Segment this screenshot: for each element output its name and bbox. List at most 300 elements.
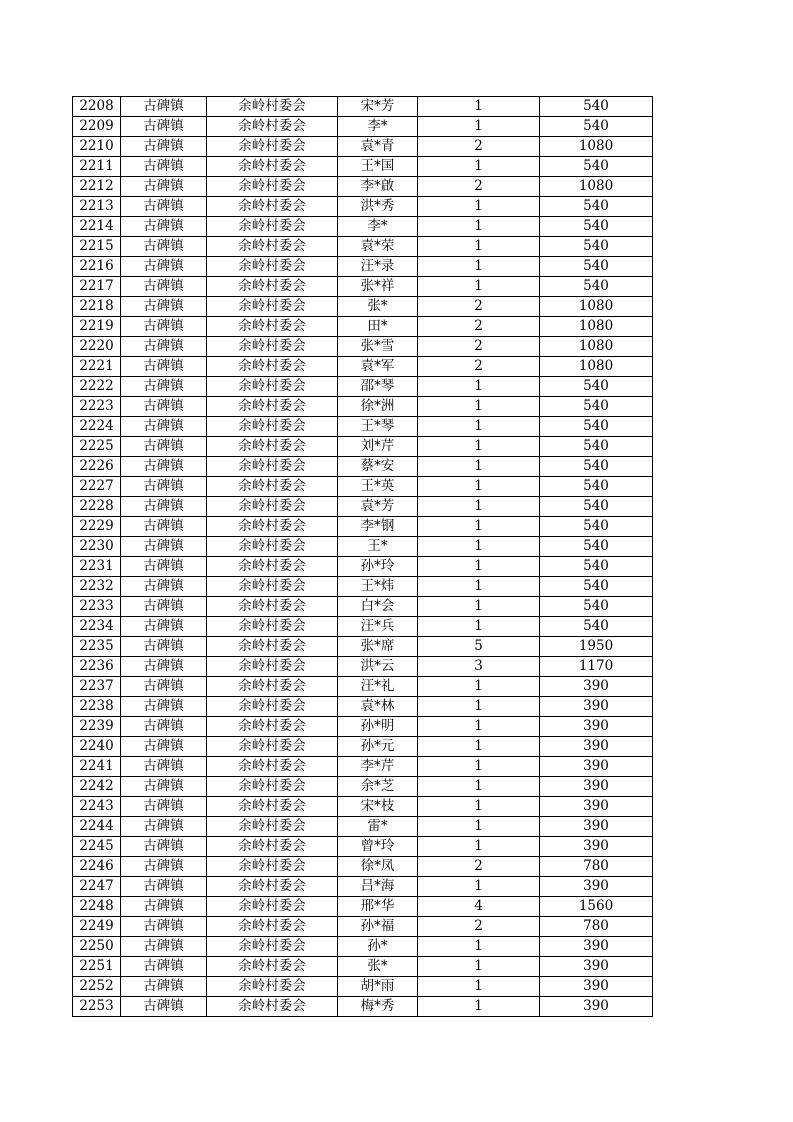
village-cell: 余岭村委会 [207, 597, 338, 617]
amount-cell: 1080 [540, 137, 653, 157]
amount-cell: 540 [540, 577, 653, 597]
table-row [73, 737, 653, 757]
table-row [73, 517, 653, 537]
name-cell: 蔡*安 [338, 457, 418, 477]
village-cell: 余岭村委会 [207, 317, 338, 337]
town-cell: 古碑镇 [121, 817, 207, 837]
row-id-cell: 2212 [73, 177, 121, 197]
name-cell: 孙*明 [338, 717, 418, 737]
row-id-cell: 2211 [73, 157, 121, 177]
village-cell: 余岭村委会 [207, 737, 338, 757]
row-id-cell: 2217 [73, 277, 121, 297]
village-cell: 余岭村委会 [207, 897, 338, 917]
row-id-cell: 2253 [73, 997, 121, 1017]
amount-cell: 1170 [540, 657, 653, 677]
village-cell: 余岭村委会 [207, 117, 338, 137]
table-row [73, 977, 653, 997]
name-cell: 张*席 [338, 637, 418, 657]
village-cell: 余岭村委会 [207, 617, 338, 637]
name-cell: 白*会 [338, 597, 418, 617]
row-id-cell: 2215 [73, 237, 121, 257]
count-cell: 1 [418, 457, 540, 477]
table-row [73, 377, 653, 397]
village-cell: 余岭村委会 [207, 97, 338, 117]
village-cell: 余岭村委会 [207, 557, 338, 577]
row-id-cell: 2226 [73, 457, 121, 477]
row-id-cell: 2237 [73, 677, 121, 697]
row-id-cell: 2223 [73, 397, 121, 417]
amount-cell: 390 [540, 837, 653, 857]
table-row [73, 897, 653, 917]
row-id-cell: 2213 [73, 197, 121, 217]
village-cell: 余岭村委会 [207, 257, 338, 277]
table-row [73, 357, 653, 377]
row-id-cell: 2236 [73, 657, 121, 677]
table-row [73, 177, 653, 197]
name-cell: 雷* [338, 817, 418, 837]
row-id-cell: 2234 [73, 617, 121, 637]
table-row [73, 117, 653, 137]
village-cell: 余岭村委会 [207, 517, 338, 537]
count-cell: 1 [418, 517, 540, 537]
amount-cell: 1080 [540, 297, 653, 317]
village-cell: 余岭村委会 [207, 777, 338, 797]
amount-cell: 540 [540, 197, 653, 217]
village-cell: 余岭村委会 [207, 697, 338, 717]
row-id-cell: 2210 [73, 137, 121, 157]
amount-cell: 540 [540, 117, 653, 137]
table-row [73, 557, 653, 577]
village-cell: 余岭村委会 [207, 757, 338, 777]
count-cell: 1 [418, 577, 540, 597]
town-cell: 古碑镇 [121, 877, 207, 897]
town-cell: 古碑镇 [121, 357, 207, 377]
count-cell: 3 [418, 657, 540, 677]
count-cell: 1 [418, 617, 540, 637]
table-row [73, 197, 653, 217]
village-cell: 余岭村委会 [207, 477, 338, 497]
row-id-cell: 2243 [73, 797, 121, 817]
amount-cell: 540 [540, 97, 653, 117]
amount-cell: 390 [540, 717, 653, 737]
amount-cell: 390 [540, 957, 653, 977]
table-row [73, 317, 653, 337]
amount-cell: 540 [540, 597, 653, 617]
name-cell: 王*琴 [338, 417, 418, 437]
table-row [73, 997, 653, 1017]
table-row [73, 217, 653, 237]
count-cell: 1 [418, 437, 540, 457]
table-row [73, 617, 653, 637]
table-row [73, 337, 653, 357]
village-cell: 余岭村委会 [207, 357, 338, 377]
count-cell: 1 [418, 797, 540, 817]
name-cell: 孙* [338, 937, 418, 957]
town-cell: 古碑镇 [121, 217, 207, 237]
town-cell: 古碑镇 [121, 577, 207, 597]
name-cell: 汪*兵 [338, 617, 418, 637]
name-cell: 王*英 [338, 477, 418, 497]
town-cell: 古碑镇 [121, 137, 207, 157]
village-cell: 余岭村委会 [207, 997, 338, 1017]
table-row [73, 417, 653, 437]
village-cell: 余岭村委会 [207, 657, 338, 677]
amount-cell: 390 [540, 737, 653, 757]
name-cell: 张*祥 [338, 277, 418, 297]
name-cell: 洪*秀 [338, 197, 418, 217]
town-cell: 古碑镇 [121, 437, 207, 457]
village-cell: 余岭村委会 [207, 817, 338, 837]
village-cell: 余岭村委会 [207, 197, 338, 217]
town-cell: 古碑镇 [121, 337, 207, 357]
amount-cell: 540 [540, 517, 653, 537]
table-row [73, 657, 653, 677]
row-id-cell: 2209 [73, 117, 121, 137]
name-cell: 李* [338, 117, 418, 137]
count-cell: 1 [418, 977, 540, 997]
town-cell: 古碑镇 [121, 837, 207, 857]
amount-cell: 1560 [540, 897, 653, 917]
village-cell: 余岭村委会 [207, 957, 338, 977]
village-cell: 余岭村委会 [207, 637, 338, 657]
town-cell: 古碑镇 [121, 617, 207, 637]
count-cell: 1 [418, 697, 540, 717]
row-id-cell: 2241 [73, 757, 121, 777]
name-cell: 张* [338, 297, 418, 317]
table-row [73, 237, 653, 257]
amount-cell: 390 [540, 937, 653, 957]
name-cell: 曾*玲 [338, 837, 418, 857]
table-row [73, 477, 653, 497]
count-cell: 4 [418, 897, 540, 917]
row-id-cell: 2240 [73, 737, 121, 757]
table-row [73, 277, 653, 297]
row-id-cell: 2216 [73, 257, 121, 277]
count-cell: 1 [418, 397, 540, 417]
amount-cell: 540 [540, 417, 653, 437]
amount-cell: 540 [540, 557, 653, 577]
village-cell: 余岭村委会 [207, 277, 338, 297]
count-cell: 1 [418, 597, 540, 617]
town-cell: 古碑镇 [121, 857, 207, 877]
row-id-cell: 2245 [73, 837, 121, 857]
town-cell: 古碑镇 [121, 517, 207, 537]
row-id-cell: 2227 [73, 477, 121, 497]
table-row [73, 877, 653, 897]
row-id-cell: 2247 [73, 877, 121, 897]
table-row [73, 837, 653, 857]
table-row [73, 157, 653, 177]
table-row [73, 857, 653, 877]
name-cell: 吕*海 [338, 877, 418, 897]
amount-cell: 390 [540, 697, 653, 717]
row-id-cell: 2218 [73, 297, 121, 317]
name-cell: 汪*礼 [338, 677, 418, 697]
table-row [73, 457, 653, 477]
town-cell: 古碑镇 [121, 757, 207, 777]
town-cell: 古碑镇 [121, 277, 207, 297]
count-cell: 1 [418, 677, 540, 697]
row-id-cell: 2238 [73, 697, 121, 717]
amount-cell: 540 [540, 257, 653, 277]
name-cell: 田* [338, 317, 418, 337]
row-id-cell: 2220 [73, 337, 121, 357]
village-cell: 余岭村委会 [207, 677, 338, 697]
town-cell: 古碑镇 [121, 97, 207, 117]
name-cell: 李*钢 [338, 517, 418, 537]
town-cell: 古碑镇 [121, 717, 207, 737]
row-id-cell: 2224 [73, 417, 121, 437]
amount-cell: 780 [540, 857, 653, 877]
town-cell: 古碑镇 [121, 417, 207, 437]
amount-cell: 390 [540, 977, 653, 997]
town-cell: 古碑镇 [121, 257, 207, 277]
town-cell: 古碑镇 [121, 497, 207, 517]
table-row [73, 97, 653, 117]
town-cell: 古碑镇 [121, 457, 207, 477]
table-row [73, 697, 653, 717]
row-id-cell: 2232 [73, 577, 121, 597]
row-id-cell: 2230 [73, 537, 121, 557]
row-id-cell: 2229 [73, 517, 121, 537]
town-cell: 古碑镇 [121, 677, 207, 697]
village-cell: 余岭村委会 [207, 397, 338, 417]
amount-cell: 1950 [540, 637, 653, 657]
count-cell: 1 [418, 377, 540, 397]
name-cell: 宋*枝 [338, 797, 418, 817]
count-cell: 1 [418, 497, 540, 517]
count-cell: 1 [418, 417, 540, 437]
name-cell: 洪*云 [338, 657, 418, 677]
village-cell: 余岭村委会 [207, 917, 338, 937]
amount-cell: 540 [540, 217, 653, 237]
row-id-cell: 2248 [73, 897, 121, 917]
name-cell: 胡*雨 [338, 977, 418, 997]
village-cell: 余岭村委会 [207, 497, 338, 517]
count-cell: 1 [418, 237, 540, 257]
table-row [73, 137, 653, 157]
village-cell: 余岭村委会 [207, 937, 338, 957]
table-row [73, 797, 653, 817]
count-cell: 1 [418, 157, 540, 177]
count-cell: 2 [418, 337, 540, 357]
row-id-cell: 2228 [73, 497, 121, 517]
town-cell: 古碑镇 [121, 197, 207, 217]
name-cell: 汪*录 [338, 257, 418, 277]
town-cell: 古碑镇 [121, 977, 207, 997]
count-cell: 1 [418, 537, 540, 557]
town-cell: 古碑镇 [121, 557, 207, 577]
roster-table [72, 96, 653, 1017]
town-cell: 古碑镇 [121, 997, 207, 1017]
count-cell: 1 [418, 117, 540, 137]
count-cell: 1 [418, 877, 540, 897]
count-cell: 2 [418, 317, 540, 337]
table-row [73, 917, 653, 937]
name-cell: 孙*元 [338, 737, 418, 757]
count-cell: 1 [418, 477, 540, 497]
village-cell: 余岭村委会 [207, 237, 338, 257]
name-cell: 徐*凤 [338, 857, 418, 877]
town-cell: 古碑镇 [121, 537, 207, 557]
amount-cell: 540 [540, 457, 653, 477]
count-cell: 1 [418, 837, 540, 857]
table-row [73, 577, 653, 597]
amount-cell: 390 [540, 997, 653, 1017]
count-cell: 1 [418, 777, 540, 797]
village-cell: 余岭村委会 [207, 137, 338, 157]
count-cell: 2 [418, 357, 540, 377]
table-row [73, 497, 653, 517]
name-cell: 孙*玲 [338, 557, 418, 577]
village-cell: 余岭村委会 [207, 837, 338, 857]
town-cell: 古碑镇 [121, 117, 207, 137]
name-cell: 王* [338, 537, 418, 557]
town-cell: 古碑镇 [121, 237, 207, 257]
table-row [73, 257, 653, 277]
name-cell: 袁*林 [338, 697, 418, 717]
count-cell: 1 [418, 717, 540, 737]
name-cell: 邢*华 [338, 897, 418, 917]
village-cell: 余岭村委会 [207, 297, 338, 317]
town-cell: 古碑镇 [121, 797, 207, 817]
count-cell: 1 [418, 737, 540, 757]
table-row [73, 817, 653, 837]
amount-cell: 1080 [540, 357, 653, 377]
count-cell: 1 [418, 277, 540, 297]
table-row [73, 597, 653, 617]
row-id-cell: 2231 [73, 557, 121, 577]
village-cell: 余岭村委会 [207, 577, 338, 597]
row-id-cell: 2252 [73, 977, 121, 997]
count-cell: 5 [418, 637, 540, 657]
amount-cell: 390 [540, 777, 653, 797]
table-row [73, 297, 653, 317]
amount-cell: 540 [540, 157, 653, 177]
amount-cell: 1080 [540, 337, 653, 357]
town-cell: 古碑镇 [121, 777, 207, 797]
roster-table-body [73, 97, 653, 1017]
row-id-cell: 2222 [73, 377, 121, 397]
amount-cell: 390 [540, 877, 653, 897]
town-cell: 古碑镇 [121, 737, 207, 757]
amount-cell: 540 [540, 237, 653, 257]
village-cell: 余岭村委会 [207, 417, 338, 437]
name-cell: 李* [338, 217, 418, 237]
town-cell: 古碑镇 [121, 297, 207, 317]
name-cell: 宋*芳 [338, 97, 418, 117]
town-cell: 古碑镇 [121, 377, 207, 397]
count-cell: 1 [418, 817, 540, 837]
village-cell: 余岭村委会 [207, 157, 338, 177]
amount-cell: 540 [540, 277, 653, 297]
count-cell: 1 [418, 97, 540, 117]
count-cell: 1 [418, 257, 540, 277]
row-id-cell: 2225 [73, 437, 121, 457]
amount-cell: 540 [540, 497, 653, 517]
count-cell: 2 [418, 917, 540, 937]
name-cell: 孙*福 [338, 917, 418, 937]
town-cell: 古碑镇 [121, 157, 207, 177]
amount-cell: 1080 [540, 317, 653, 337]
row-id-cell: 2246 [73, 857, 121, 877]
name-cell: 袁*青 [338, 137, 418, 157]
name-cell: 王*炜 [338, 577, 418, 597]
amount-cell: 390 [540, 757, 653, 777]
amount-cell: 390 [540, 817, 653, 837]
town-cell: 古碑镇 [121, 897, 207, 917]
count-cell: 2 [418, 137, 540, 157]
count-cell: 1 [418, 937, 540, 957]
village-cell: 余岭村委会 [207, 797, 338, 817]
village-cell: 余岭村委会 [207, 437, 338, 457]
count-cell: 2 [418, 177, 540, 197]
table-row [73, 537, 653, 557]
town-cell: 古碑镇 [121, 917, 207, 937]
table-row [73, 437, 653, 457]
count-cell: 1 [418, 757, 540, 777]
amount-cell: 390 [540, 677, 653, 697]
name-cell: 袁*荣 [338, 237, 418, 257]
town-cell: 古碑镇 [121, 477, 207, 497]
row-id-cell: 2249 [73, 917, 121, 937]
row-id-cell: 2208 [73, 97, 121, 117]
town-cell: 古碑镇 [121, 397, 207, 417]
row-id-cell: 2251 [73, 957, 121, 977]
count-cell: 2 [418, 857, 540, 877]
village-cell: 余岭村委会 [207, 977, 338, 997]
village-cell: 余岭村委会 [207, 217, 338, 237]
amount-cell: 1080 [540, 177, 653, 197]
count-cell: 1 [418, 997, 540, 1017]
name-cell: 袁*军 [338, 357, 418, 377]
name-cell: 李*啟 [338, 177, 418, 197]
amount-cell: 540 [540, 437, 653, 457]
name-cell: 李*芹 [338, 757, 418, 777]
village-cell: 余岭村委会 [207, 877, 338, 897]
town-cell: 古碑镇 [121, 177, 207, 197]
table-row [73, 937, 653, 957]
table-row [73, 717, 653, 737]
village-cell: 余岭村委会 [207, 537, 338, 557]
count-cell: 1 [418, 217, 540, 237]
row-id-cell: 2214 [73, 217, 121, 237]
row-id-cell: 2233 [73, 597, 121, 617]
row-id-cell: 2242 [73, 777, 121, 797]
name-cell: 梅*秀 [338, 997, 418, 1017]
table-row [73, 957, 653, 977]
count-cell: 1 [418, 197, 540, 217]
row-id-cell: 2219 [73, 317, 121, 337]
town-cell: 古碑镇 [121, 657, 207, 677]
count-cell: 1 [418, 557, 540, 577]
town-cell: 古碑镇 [121, 937, 207, 957]
town-cell: 古碑镇 [121, 957, 207, 977]
village-cell: 余岭村委会 [207, 177, 338, 197]
name-cell: 王*国 [338, 157, 418, 177]
town-cell: 古碑镇 [121, 597, 207, 617]
village-cell: 余岭村委会 [207, 857, 338, 877]
amount-cell: 540 [540, 537, 653, 557]
village-cell: 余岭村委会 [207, 337, 338, 357]
row-id-cell: 2239 [73, 717, 121, 737]
count-cell: 2 [418, 297, 540, 317]
amount-cell: 780 [540, 917, 653, 937]
town-cell: 古碑镇 [121, 317, 207, 337]
name-cell: 袁*芳 [338, 497, 418, 517]
count-cell: 1 [418, 957, 540, 977]
village-cell: 余岭村委会 [207, 457, 338, 477]
